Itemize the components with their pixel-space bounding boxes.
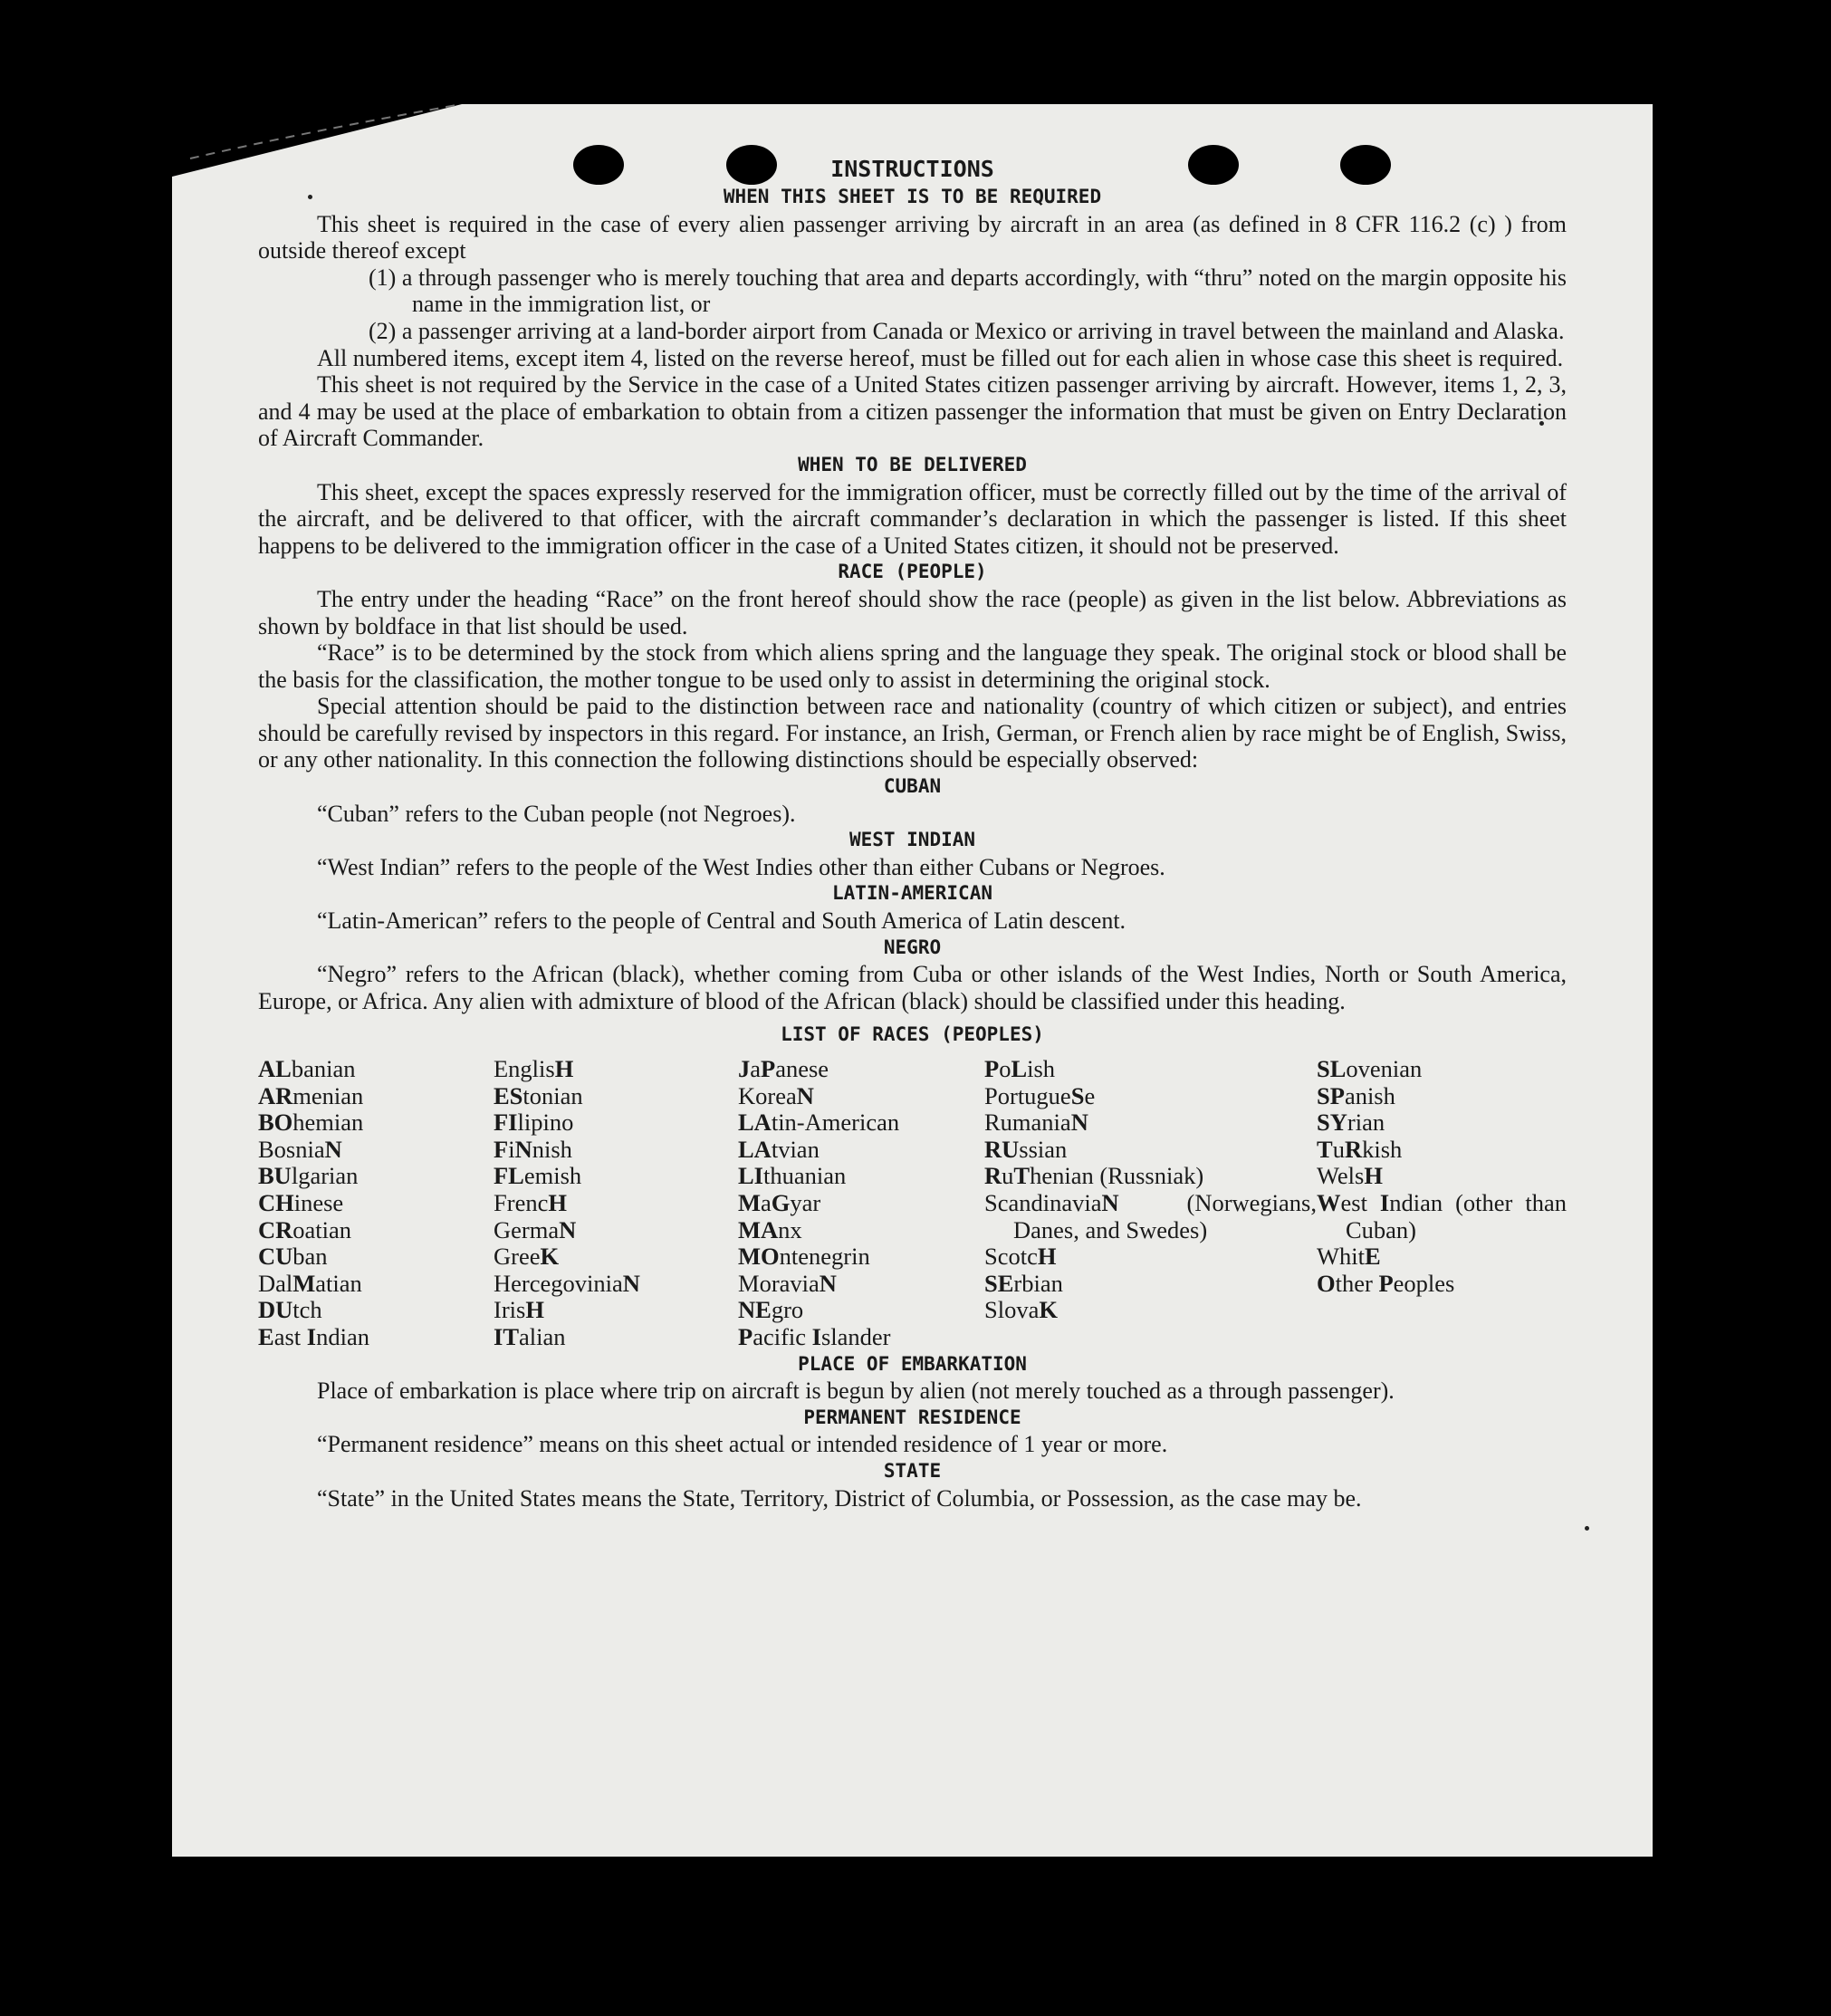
race-entry: NEgro [738,1296,804,1324]
negro-heading: NEGRO [883,936,942,958]
paragraph: Special attention should be paid to the distinction between race and nationality (country of which citizen or subject), and entries should be carefully revised by inspectors in this regard. For instance, an Irish, German, or French alien by race might be of English, Swiss, or any other nationality. In this connection the following distinctions should be especially observed: [258,693,1567,773]
race-entry: LIthuanian [738,1162,847,1190]
race-entry: MOntenegrin [738,1243,870,1271]
race-entry: GreeK [494,1243,560,1271]
race-entry: MoraviaN [738,1269,837,1297]
paragraph: Place of embarkation is place where trip on aircraft is begun by alien (not merely touched as a through passenger). [317,1378,1395,1405]
paragraph: “Race” is to be determined by the stock from which aliens spring and the language they speak. The original stock or blood shall be the basis for the classification, the mother tongue to be used only to assist in determining the original stock. [258,639,1567,693]
paragraph: All numbered items, except item 4, listed on the reverse hereof, must be filled out for each alien in whose case this sheet is required. [317,344,1564,371]
speck [1585,1526,1589,1531]
latin-american-heading: LATIN-AMERICAN [831,882,992,905]
race-entry: FLemish [494,1162,582,1190]
race-entry: RUssian [984,1135,1068,1163]
race-entry: LAtin-American [738,1109,900,1137]
race-entry: CRoatian [258,1215,352,1243]
race-entry: East Indian [258,1322,369,1350]
race-entry: Pacific Islander [738,1322,891,1350]
race-entry: BOhemian [258,1109,364,1137]
race-entry: PortugueSe [984,1081,1096,1109]
race-entry: WelsH [1317,1162,1383,1190]
race-entry: SLovenian [1317,1055,1423,1082]
race-entry: EnglisH [494,1055,574,1082]
race-entry: SlovaK [984,1296,1058,1324]
race-entry: KoreaN [738,1081,814,1109]
instructions-title: INSTRUCTIONS [830,156,994,182]
state-heading: STATE [883,1459,942,1482]
race-entry: RumaniaN [984,1109,1088,1137]
paragraph: “Latin-American” refers to the people of Central and South America of Latin descent. [317,907,1126,935]
races-column [738,1056,984,1351]
race-entry: MAnx [738,1215,802,1243]
race-entry: GermaN [494,1215,577,1243]
instructions-content [258,155,1567,1512]
race-entry: SErbian [984,1269,1063,1297]
west-indian-heading: WEST INDIAN [848,829,976,851]
races-column [1317,1056,1567,1351]
race-entry: IrisH [494,1296,544,1324]
race-entry: FIlipino [494,1109,574,1137]
race-entry: PoLish [984,1055,1056,1082]
race-entry: ScandinaviaN (Norwegians, Danes, and Swedes) [984,1188,1317,1243]
document-sheet [172,104,1653,1857]
cuban-heading: CUBAN [883,775,942,798]
races-column [984,1056,1317,1351]
race-entry: West Indian (other than Cuban) [1317,1188,1567,1243]
paragraph: “Permanent residence” means on this sheet actual or intended residence of 1 year or more. [317,1431,1168,1458]
race-entry: ScotcH [984,1243,1057,1271]
paragraph: “Negro” refers to the African (black), whether coming from Cuba or other islands of the West Indies, North or South America, Europe, or Africa. Any alien with admixture of blood of the African (black) should be classified under this heading. [258,961,1567,1014]
races-list [258,1056,1567,1351]
race-entry: LAtvian [738,1135,820,1163]
paragraph: This sheet is not required by the Service in the case of a United States citizen passenger arriving by aircraft. However, items 1, 2, 3, and 4 may be used at the place of embarkation to obtain from a citizen passenger the information that must be given on Entry Declaration of Aircraft Commander. [258,371,1567,452]
race-entry: DUtch [258,1296,322,1324]
race-entry: ALbanian [258,1055,356,1082]
list-of-races-heading: LIST OF RACES (PEOPLES) [781,1023,1044,1046]
paragraph: The entry under the heading “Race” on the front hereof should show the race (people) as given in the list below. Abbreviations as shown by boldface in that list should be used. [258,585,1567,639]
paragraph: “State” in the United States means the State, Territory, District of Columbia, or Possession, as the case may be. [317,1484,1362,1512]
race-entry: JaPanese [738,1055,829,1082]
list-item: (2) a passenger arriving at a land-border airport from Canada or Mexico or arriving in travel between the mainland and Alaska. [369,317,1565,344]
race-heading: RACE (PEOPLE) [838,561,987,583]
race-entry: DalMatian [258,1269,362,1297]
race-entry: WhitE [1317,1243,1381,1271]
race-entry: Other Peoples [1317,1269,1455,1297]
race-entry: FrencH [494,1188,567,1216]
race-entry: ITalian [494,1322,566,1350]
race-entry: SYrian [1317,1109,1385,1137]
race-entry: MaGyar [738,1188,821,1216]
race-entry: CUban [258,1243,328,1271]
paragraph: “Cuban” refers to the Cuban people (not Negroes). [317,800,796,827]
races-column [258,1056,494,1351]
embarkation-heading: PLACE OF EMBARKATION [798,1352,1027,1375]
race-entry: BUlgarian [258,1162,359,1190]
list-item: (1) a through passenger who is merely touching that area and departs accordingly, with “thru” noted on the margin opposite his name in the immigration list, or [369,264,1567,318]
race-entry: SPanish [1317,1081,1395,1109]
paragraph: This sheet, except the spaces expressly reserved for the immigration officer, must be correctly filled out by the time of the arrival of the aircraft, and be delivered to that officer, with the aircraft commander’s declaration in which the passenger is listed. If this sheet happens to be delivered to the immigration officer in the case of a United States citizen, it should not be preserved. [258,478,1567,559]
race-entry: HercegoviniaN [494,1269,640,1297]
race-entry: ARmenian [258,1081,364,1109]
paragraph: “West Indian” refers to the people of the West Indies other than either Cubans or Negroes. [317,853,1165,880]
race-entry: FiNnish [494,1135,572,1163]
races-column [494,1056,738,1351]
race-entry: EStonian [494,1081,583,1109]
race-entry: RuThenian (Russniak) [984,1162,1204,1190]
when-required-heading: WHEN THIS SHEET IS TO BE REQUIRED [723,186,1102,207]
when-delivered-heading: WHEN TO BE DELIVERED [798,453,1027,475]
race-entry: BosniaN [258,1135,342,1163]
paragraph: This sheet is required in the case of every alien passenger arriving by aircraft in an area (as defined in 8 CFR 116.2 (c) ) from outside thereof except [258,210,1567,264]
race-entry: CHinese [258,1188,344,1216]
permanent-residence-heading: PERMANENT RESIDENCE [803,1406,1021,1428]
race-entry: TuRkish [1317,1135,1403,1163]
